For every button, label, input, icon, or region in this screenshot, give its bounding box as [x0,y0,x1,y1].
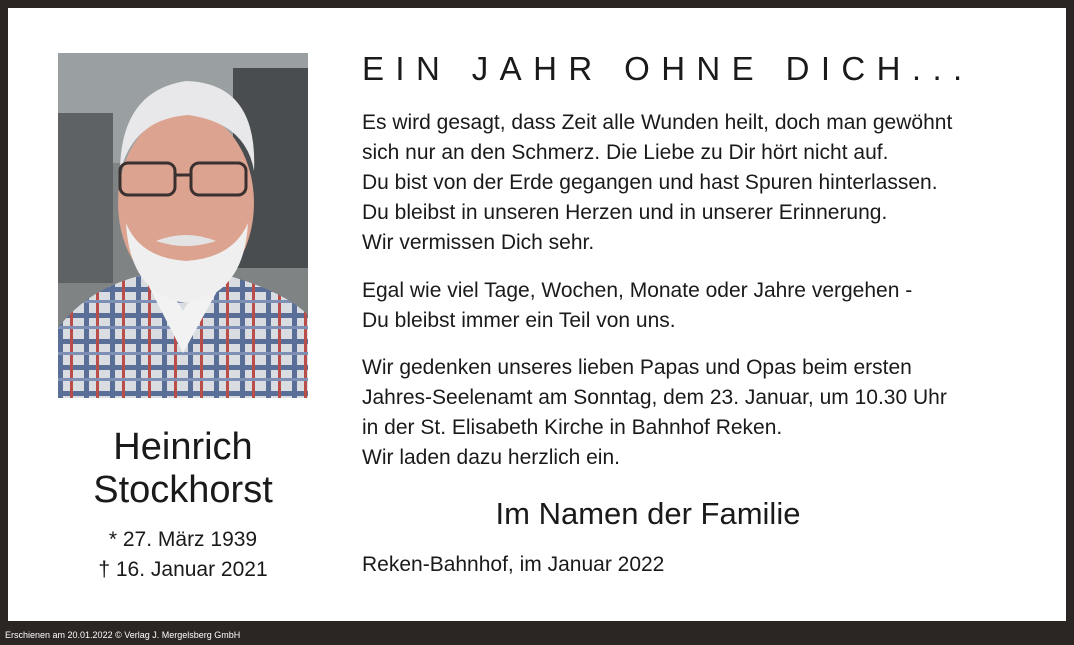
text-line: Wir gedenken unseres lieben Papas und Opas beim ersten [362,356,912,379]
portrait-photo [58,53,308,398]
text-line: Wir vermissen Dich sehr. [362,231,595,254]
text-line: in der St. Elisabeth Kirche in Bahnhof Reken. [362,416,783,439]
text-line: sich nur an den Schmerz. Die Liebe zu Dir hört nicht auf. [362,141,889,164]
text-line: Es wird gesagt, dass Zeit alle Wunden heilt, doch man gewöhnt [362,111,953,134]
death-date: † 16. Januar 2021 [98,558,268,581]
memorial-paragraph [362,108,1052,258]
text-line: Wir laden dazu herzlich ein. [362,446,620,469]
text-line: Du bleibst in unseren Herzen und in unserer Erinnerung. [362,201,888,224]
life-dates [38,525,328,585]
service-paragraph [362,353,1052,473]
birth-date: * 27. März 1939 [108,528,258,551]
place-date: Reken-Bahnhof, im Januar 2022 [362,553,665,576]
last-name: Stockhorst [93,469,273,511]
obituary-card [8,8,1066,621]
text-line: Jahres-Seelenamt am Sonntag, dem 23. Januar, um 10.30 Uhr [362,386,947,409]
memorial-paragraph [362,276,1052,336]
signature: Im Namen der Familie [495,496,801,531]
text-line: Du bist von der Erde gegangen und hast Spuren hinterlassen. [362,171,938,194]
text-line: Du bleibst immer ein Teil von uns. [362,309,676,332]
text-line: Egal wie viel Tage, Wochen, Monate oder Jahre vergehen - [362,279,913,302]
first-name: Heinrich [113,426,253,468]
page-title: EIN JAHR OHNE DICH... [362,50,974,87]
publication-footer: Erschienen am 20.01.2022 © Verlag J. Mergelsberg GmbH [5,630,241,640]
deceased-name [38,426,328,512]
